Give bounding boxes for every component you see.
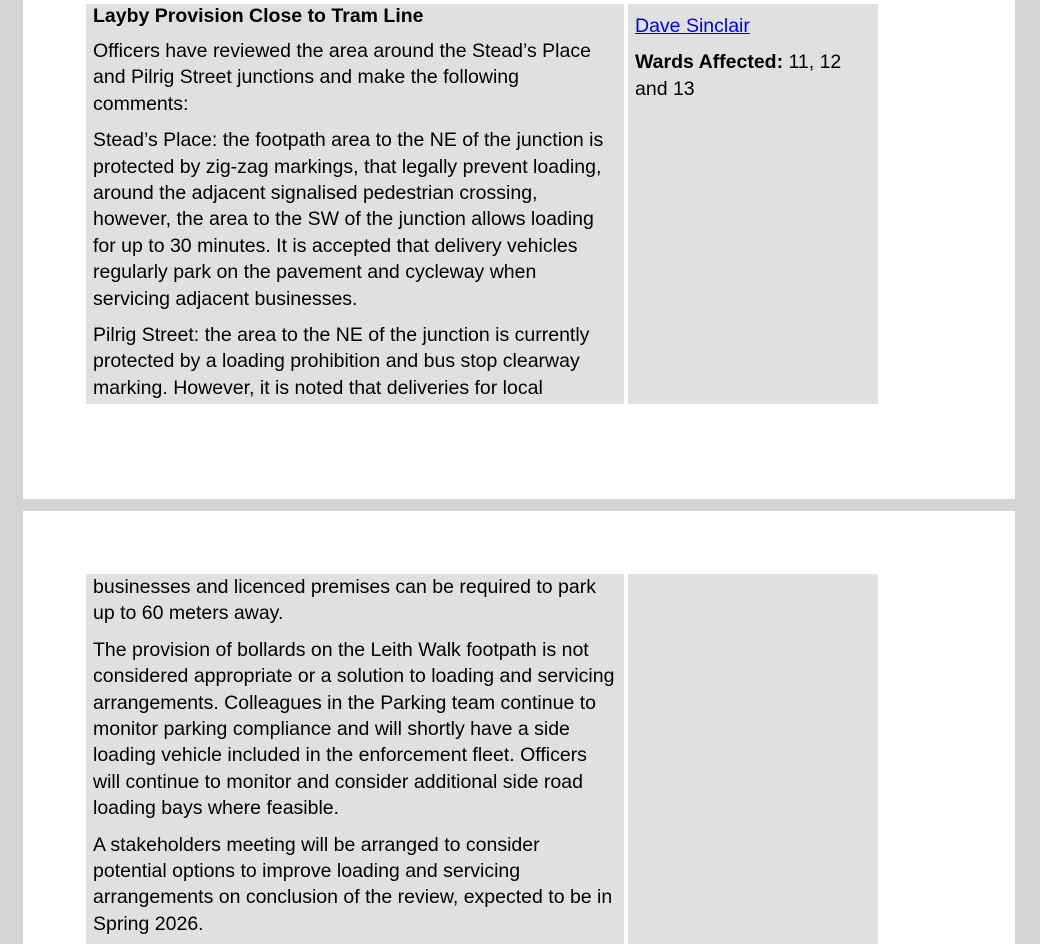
contact-cell-continued — [628, 574, 878, 944]
contact-cell — [628, 4, 878, 404]
wards-value: 11, 12 and 13 — [635, 51, 842, 100]
update-text-cell — [86, 4, 624, 404]
item-heading: Layby Provision Close to Tram Line — [93, 5, 424, 27]
contact-name-link[interactable]: Dave Sinclair — [635, 15, 750, 37]
paragraph-pilrig-street: Pilrig Street: the area to the NE of the junction is currently protected by a loading prohibition and bus stop clearway marking. However, it is noted that deliveries for local — [93, 324, 590, 399]
update-text-cell-continued — [86, 574, 624, 944]
wards-affected — [635, 49, 871, 102]
paragraph-bollards: The provision of bollards on the Leith Walk footpath is not considered appropriate or a solution to loading and servicing arrangements. Colleagues in the Parking team continue to monitor parking compliance and will shortly have a side loading vehicle included in the enforcement fleet. Officers will continue to monitor and consider additional side road loading bays where feasible. — [93, 638, 615, 820]
paragraph-intro: Officers have reviewed the area around the Stead’s Place and Pilrig Street junctions and make the following comments: — [93, 40, 591, 115]
document-page-bottom — [23, 511, 1015, 944]
document-page-top — [23, 0, 1015, 499]
wards-label: Wards Affected: — [635, 51, 784, 74]
paragraph-stakeholders: A stakeholders meeting will be arranged to consider potential options to improve loading and servicing arrangements on conclusion of the review, expected to be in Spring 2026. — [93, 833, 613, 935]
paragraph-pilrig-continued: businesses and licenced premises can be required to park up to 60 meters away. — [93, 576, 596, 625]
paragraph-steads-place: Stead’s Place: the footpath area to the NE of the junction is protected by zig-zag markings, that legally prevent loading, around the adjacent signalised pedestrian crossing, however, the area to the SW of the junction allows loading for up to 30 minutes. It is accepted that delivery vehicles regularly park on the pavement and cycleway when servicing adjacent businesses. — [93, 129, 604, 310]
